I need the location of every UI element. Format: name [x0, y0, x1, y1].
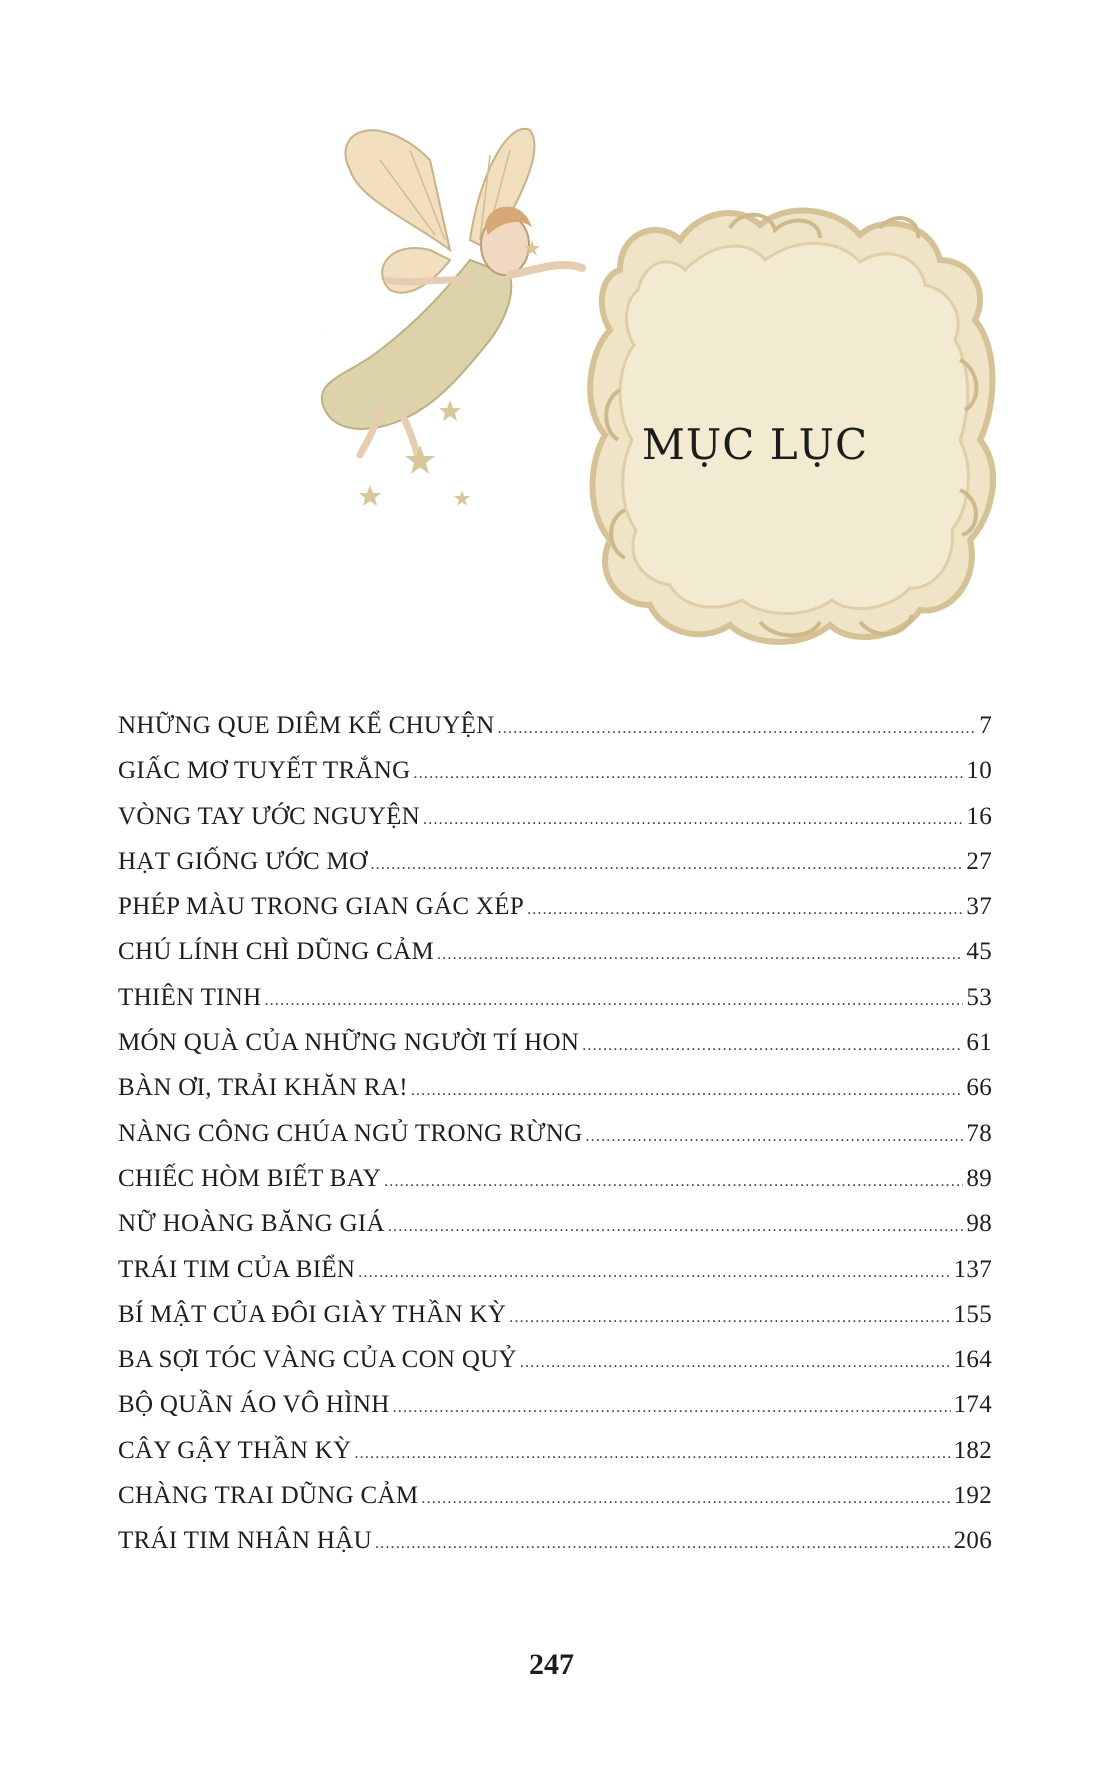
toc-entry-page-number: 137: [953, 1255, 992, 1283]
toc-entry-page-number: 155: [953, 1300, 992, 1328]
toc-entry-title: NÀNG CÔNG CHÚA NGỦ TRONG RỪNG: [118, 1119, 583, 1147]
toc-dot-leader: [354, 1445, 950, 1463]
toc-dot-leader: [421, 1490, 950, 1508]
toc-entry[interactable]: [118, 1527, 992, 1572]
fairy-figure: [322, 207, 582, 465]
toc-entry[interactable]: [118, 712, 992, 757]
toc-entry-page-number: 61: [966, 1029, 992, 1057]
toc-entry[interactable]: [118, 1210, 992, 1255]
toc-dot-leader: [585, 1128, 963, 1146]
toc-dot-leader: [384, 1173, 963, 1191]
toc-entry-page-number: 182: [953, 1436, 992, 1464]
toc-dot-leader: [264, 992, 963, 1010]
toc-dot-leader: [388, 1218, 964, 1236]
toc-dot-leader: [437, 946, 963, 964]
toc-entry[interactable]: [118, 893, 992, 938]
toc-entry[interactable]: [118, 1346, 992, 1391]
toc-entry-title: TRÁI TIM NHÂN HẬU: [118, 1527, 372, 1555]
fairy-illustration: [320, 110, 1000, 670]
toc-entry-page-number: 164: [953, 1346, 992, 1374]
toc-entry-page-number: 45: [966, 938, 992, 966]
toc-entry-page-number: 16: [966, 802, 992, 830]
toc-entry-page-number: 98: [966, 1210, 992, 1238]
toc-entry[interactable]: [118, 1120, 992, 1165]
toc-entry[interactable]: [118, 757, 992, 802]
toc-dot-leader: [509, 1309, 950, 1327]
toc-entry-title: NỮ HOÀNG BĂNG GIÁ: [118, 1210, 385, 1238]
toc-dot-leader: [414, 765, 964, 783]
toc-entry[interactable]: [118, 1301, 992, 1346]
toc-entry[interactable]: [118, 848, 992, 893]
toc-entry-title: NHỮNG QUE DIÊM KỂ CHUYỆN: [118, 712, 495, 739]
toc-entry-title: MÓN QUÀ CỦA NHỮNG NGƯỜI TÍ HON: [118, 1029, 580, 1057]
page-number: 247: [529, 1648, 574, 1681]
toc-dot-leader: [375, 1535, 951, 1553]
toc-entry-page-number: 7: [979, 712, 992, 739]
toc-entry-title: HẠT GIỐNG ƯỚC MƠ: [118, 847, 368, 875]
toc-entry-page-number: 206: [953, 1527, 992, 1555]
toc-entry-page-number: 10: [966, 757, 992, 785]
toc-entry[interactable]: [118, 1074, 992, 1119]
toc-dot-leader: [582, 1037, 963, 1055]
toc-entry[interactable]: [118, 1482, 992, 1527]
toc-dot-leader: [393, 1399, 951, 1417]
toc-entry-title: VÒNG TAY ƯỚC NGUYỆN: [118, 802, 421, 830]
toc-entry-title: CÂY GẬY THẦN KỲ: [118, 1436, 352, 1464]
toc-entry-title: BÀN ƠI, TRẢI KHĂN RA!: [118, 1074, 408, 1102]
toc-entry-page-number: 37: [966, 893, 992, 921]
toc-entry-title: CHÚ LÍNH CHÌ DŨNG CẢM: [118, 938, 435, 966]
toc-entry-page-number: 78: [966, 1119, 992, 1147]
toc-dot-leader: [498, 720, 977, 738]
toc-entry-title: BÍ MẬT CỦA ĐÔI GIÀY THẦN KỲ: [118, 1300, 507, 1328]
toc-dot-leader: [520, 1354, 951, 1372]
toc-dot-leader: [370, 856, 963, 874]
toc-dot-leader: [423, 811, 963, 829]
toc-entry[interactable]: [118, 1391, 992, 1436]
toc-entry-page-number: 192: [953, 1482, 992, 1510]
toc-entry-title: CHIẾC HÒM BIẾT BAY: [118, 1164, 382, 1192]
toc-dot-leader: [527, 901, 963, 919]
toc-entry-page-number: 89: [966, 1164, 992, 1192]
table-of-contents: [118, 712, 992, 1573]
toc-entry-title: BỘ QUẦN ÁO VÔ HÌNH: [118, 1391, 390, 1419]
toc-entry-title: PHÉP MÀU TRONG GIAN GÁC XÉP: [118, 893, 525, 921]
toc-entry-title: THIÊN TINH: [118, 983, 262, 1011]
toc-entry[interactable]: [118, 1437, 992, 1482]
toc-entry[interactable]: [118, 1029, 992, 1074]
toc-entry[interactable]: [118, 1165, 992, 1210]
toc-entry-page-number: 174: [953, 1391, 992, 1419]
toc-entry-title: CHÀNG TRAI DŨNG CẢM: [118, 1482, 419, 1510]
toc-entry-title: TRÁI TIM CỦA BIỂN: [118, 1255, 356, 1283]
toc-entry-title: GIẤC MƠ TUYẾT TRẮNG: [118, 757, 411, 785]
toc-entry-page-number: 66: [966, 1074, 992, 1102]
toc-entry[interactable]: [118, 938, 992, 983]
toc-dot-leader: [411, 1082, 964, 1100]
toc-dot-leader: [358, 1264, 950, 1282]
page-title: MỤC LỤC: [641, 420, 869, 469]
toc-entry-title: BA SỢI TÓC VÀNG CỦA CON QUỶ: [118, 1346, 517, 1374]
toc-entry-page-number: 27: [966, 847, 992, 875]
toc-entry-page-number: 53: [966, 983, 992, 1011]
toc-entry[interactable]: [118, 984, 992, 1029]
toc-entry[interactable]: [118, 803, 992, 848]
toc-entry[interactable]: [118, 1256, 992, 1301]
